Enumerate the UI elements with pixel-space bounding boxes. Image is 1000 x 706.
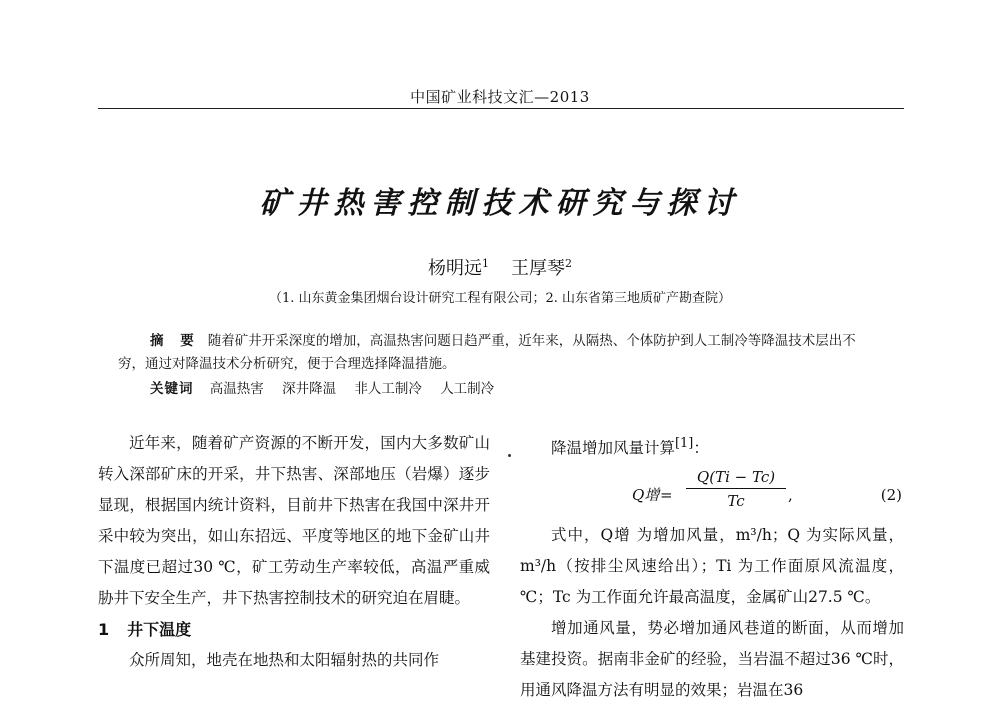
right-column <box>520 428 904 706</box>
affiliation-mark: 2 <box>565 257 572 270</box>
keywords <box>150 378 870 401</box>
equals-sign: = <box>660 486 673 505</box>
keyword: 高温热害 <box>209 381 264 397</box>
citation-mark: [1] <box>675 436 694 451</box>
abstract-label: 摘 要 <box>150 333 200 349</box>
affiliation-mark: 1 <box>482 257 489 270</box>
author-name: 杨明远 <box>428 258 482 279</box>
where-paragraph: 式中，Q增 为增加风量，m³/h；Q 为实际风量，m³/h（按排尘风速给出）；Ti 为工作面原风流温度，℃；Tc 为工作面允许最高温度，金属矿山27.5 ℃。 <box>520 526 904 607</box>
body-paragraph: 众所周知，地壳在地热和太阳辐射热的共同作 <box>129 651 440 669</box>
equation-lhs: Q增 <box>632 486 660 505</box>
intro-paragraph: 近年来，随着矿产资源的不断开发，国内大多数矿山转入深部矿床的开采，井下热害、深部地压（岩爆）逐步显现，根据国内统计资料，目前井下热害在我国中深井开采中较为突出，如山东招远、平度等地区的地下金矿山井下温度已超过30 ℃，矿工劳动生产率较低，高温严重威胁井下安全生产，井下热害控制技术的研究迫在眉睫。 <box>98 434 490 607</box>
equation-fraction <box>686 466 786 513</box>
formula-colon: ： <box>693 439 709 458</box>
abstract-text: 随着矿井开采深度的增加，高温热害问题日趋严重，近年来，从隔热、个体防护到人工制冷等降温技术层出不穷，通过对降温技术分析研究，便于合理选择降温措施。 <box>118 333 856 372</box>
article-title: 矿井热害控制技术研究与探讨 <box>259 186 741 221</box>
equation-number: (2) <box>880 486 902 505</box>
abstract <box>118 330 878 376</box>
keyword: 非人工制冷 <box>354 381 422 397</box>
left-column <box>98 428 490 676</box>
denominator: Tc <box>727 492 745 511</box>
keyword: 人工制冷 <box>440 381 495 397</box>
author-line <box>0 254 1000 280</box>
body-paragraph: 增加通风量，势必增加通风巷道的断面，从而增加基建投资。据南非金矿的经验，当岩温不超过36 ℃时，用通风降温方法有明显的效果；岩温在36 <box>520 619 904 700</box>
running-header: 中国矿业科技文汇—2013 <box>410 88 590 106</box>
numerator: Q(Ti − Tc) <box>686 466 786 489</box>
header-rule <box>98 108 904 109</box>
keywords-label: 关键词 <box>150 381 194 397</box>
keyword: 深井降温 <box>282 381 337 397</box>
section-heading <box>98 614 490 645</box>
equation-comma: , <box>788 486 793 505</box>
affiliation: （1. 山东黄金集团烟台设计研究工程有限公司；2. 山东省第三地质矿产勘查院） <box>268 291 732 306</box>
formula-intro-text: 降温增加风量计算 <box>551 439 676 458</box>
section-title: 井下温度 <box>127 620 192 639</box>
equation <box>520 464 904 520</box>
stray-dot <box>508 454 511 457</box>
author-name: 王厚琴 <box>511 258 565 279</box>
formula-intro <box>520 428 904 464</box>
section-number: 1 <box>98 620 110 639</box>
